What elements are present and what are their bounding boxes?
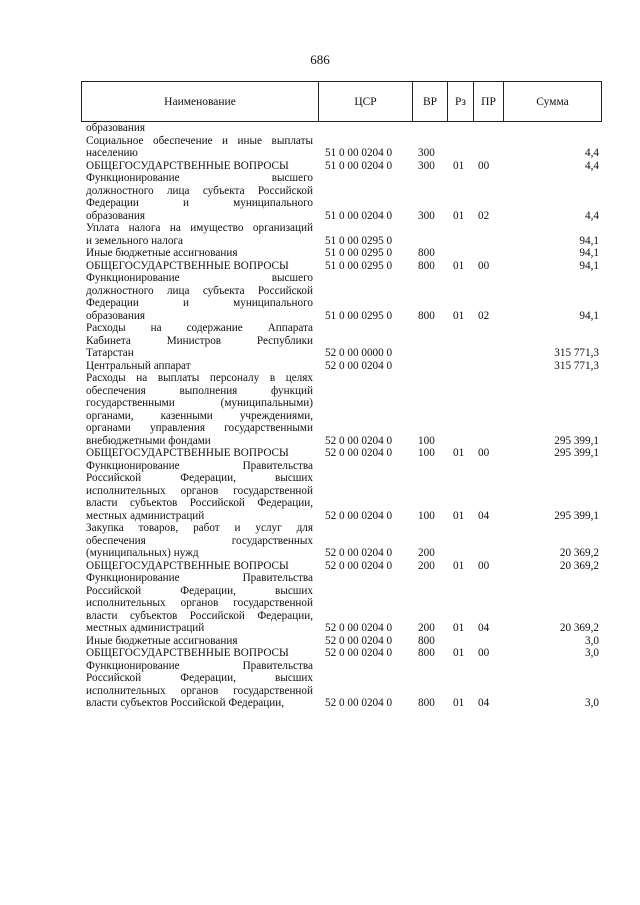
- row-name-line: Функционирование Правительства: [86, 459, 313, 472]
- table-row: [81, 522, 602, 560]
- row-csr: 51 0 00 0204 0: [325, 147, 393, 159]
- row-sum: 295 399,1: [554, 447, 599, 459]
- row-sum: 315 771,3: [554, 359, 599, 372]
- table-row: [81, 322, 602, 360]
- row-name: [81, 660, 318, 710]
- row-sum: 295 399,1: [554, 434, 599, 447]
- row-csr: 52 0 00 0204 0: [325, 509, 393, 522]
- row-csr: 52 0 00 0204 0: [325, 359, 393, 372]
- row-name-line: исполнительных органов государственной: [86, 684, 313, 697]
- row-vr: 300: [418, 147, 435, 159]
- row-name: [81, 160, 318, 173]
- row-name-line: местных администраций: [86, 509, 205, 522]
- row-pr: 00: [478, 559, 490, 572]
- row-name: [81, 122, 318, 135]
- row-name-line: исполнительных органов государственной: [86, 484, 313, 497]
- row-name-line: ОБЩЕГОСУДАРСТВЕННЫЕ ВОПРОСЫ: [86, 647, 289, 659]
- row-vr: 300: [418, 209, 435, 222]
- row-sum: 3,0: [585, 697, 599, 709]
- header-sum: Сумма: [536, 95, 569, 108]
- table-row: [81, 647, 602, 660]
- row-name: [81, 135, 318, 160]
- header-rz: Рз: [448, 82, 474, 121]
- row-name: [81, 322, 318, 360]
- row-name-line: должностного лица субъекта Российской: [86, 284, 313, 297]
- row-rz: 01: [453, 647, 465, 659]
- row-csr: 52 0 00 0204 0: [325, 634, 393, 647]
- row-rz: 01: [453, 447, 465, 459]
- row-name-line: Российской Федерации, высших: [86, 672, 313, 684]
- row-sum: 315 771,3: [554, 347, 599, 359]
- row-sum: 4,4: [585, 209, 599, 222]
- row-name: [81, 522, 318, 560]
- header-vr: ВР: [413, 82, 448, 121]
- row-csr: 51 0 00 0204 0: [325, 209, 393, 222]
- row-sum: 20 369,2: [559, 547, 599, 559]
- row-pr: 02: [478, 309, 490, 322]
- row-csr: 52 0 00 0000 0: [325, 347, 393, 359]
- row-csr: 52 0 00 0204 0: [325, 697, 393, 709]
- table-row: [81, 272, 602, 322]
- row-csr: 51 0 00 0204 0: [325, 159, 393, 172]
- row-name-line: Татарстан: [86, 347, 134, 359]
- table-row: [81, 135, 602, 160]
- row-name-line: населению: [86, 147, 138, 159]
- row-vr: 800: [418, 309, 435, 322]
- table-row: [81, 222, 602, 247]
- row-rz: 01: [453, 309, 465, 322]
- row-name: [81, 572, 318, 635]
- row-name: [81, 447, 318, 460]
- table-body: [81, 122, 602, 710]
- row-name-line: Федерации и муниципального: [86, 197, 313, 209]
- row-name-line: Функционирование высшего: [86, 272, 313, 284]
- row-name-line: и земельного налога: [86, 234, 183, 247]
- table-row: [81, 372, 602, 447]
- row-name-line: государственными (муниципальными): [86, 397, 313, 409]
- row-pr: 02: [478, 209, 490, 222]
- header-name: Наименование: [82, 82, 319, 121]
- row-name-line: ОБЩЕГОСУДАРСТВЕННЫЕ ВОПРОСЫ: [86, 159, 289, 172]
- row-vr: 300: [418, 159, 435, 172]
- row-name-line: Российской Федерации, высших: [86, 584, 313, 597]
- row-csr: 52 0 00 0204 0: [325, 559, 393, 572]
- header-csr: ЦСР: [319, 82, 413, 121]
- row-vr: 100: [418, 434, 435, 447]
- row-sum: 4,4: [585, 147, 599, 159]
- row-vr: 200: [418, 622, 435, 634]
- row-sum: 94,1: [579, 247, 599, 259]
- row-name: [81, 222, 318, 247]
- table-row: [81, 560, 602, 573]
- row-name-line: внебюджетными фондами: [86, 434, 211, 447]
- row-csr: 51 0 00 0295 0: [325, 234, 393, 247]
- row-pr: 00: [478, 159, 490, 172]
- row-name-line: власти субъектов Российской Федерации,: [86, 497, 313, 509]
- row-sum: 3,0: [585, 647, 599, 659]
- row-vr: 100: [418, 447, 435, 459]
- row-sum: 3,0: [585, 634, 599, 647]
- row-vr: 800: [418, 647, 435, 659]
- row-rz: 01: [453, 259, 465, 272]
- row-name-line: должностного лица субъекта Российской: [86, 184, 313, 197]
- row-rz: 01: [453, 509, 465, 522]
- row-vr: 800: [418, 247, 435, 259]
- row-csr: 52 0 00 0204 0: [325, 547, 393, 559]
- row-name-line: образования: [86, 209, 146, 222]
- row-name-line: (муниципальных) нужд: [86, 547, 199, 559]
- row-name-line: обеспечения выполнения функций: [86, 384, 313, 397]
- row-sum: 94,1: [579, 309, 599, 322]
- row-name-line: Функционирование Правительства: [86, 572, 313, 584]
- row-name-line: органами управления государственными: [86, 422, 313, 434]
- row-rz: 01: [453, 622, 465, 634]
- table-row: [81, 360, 602, 373]
- row-name: [81, 647, 318, 660]
- row-name-line: власти субъектов Российской Федерации,: [86, 609, 313, 622]
- row-name-line: ОБЩЕГОСУДАРСТВЕННЫЕ ВОПРОСЫ: [86, 447, 289, 459]
- row-csr: 52 0 00 0204 0: [325, 434, 393, 447]
- row-name-line: Уплата налога на имущество организаций: [86, 222, 313, 234]
- table-row: [81, 247, 602, 260]
- row-csr: 51 0 00 0295 0: [325, 247, 393, 259]
- row-csr: 52 0 00 0204 0: [325, 647, 393, 659]
- row-name-line: Иные бюджетные ассигнования: [86, 634, 238, 647]
- row-name: [81, 272, 318, 322]
- row-rz: 01: [453, 209, 465, 222]
- row-name-line: образования: [86, 122, 146, 134]
- row-pr: 00: [478, 447, 490, 459]
- table-row: [81, 572, 602, 635]
- row-sum: 4,4: [585, 159, 599, 172]
- row-sum: 20 369,2: [559, 559, 599, 572]
- row-name-line: Федерации и муниципального: [86, 297, 313, 309]
- table-header: [81, 81, 602, 122]
- row-name: [81, 172, 318, 222]
- row-vr: 200: [418, 547, 435, 559]
- row-name-line: местных администраций: [86, 622, 205, 634]
- table-row: [81, 635, 602, 648]
- row-vr: 100: [418, 509, 435, 522]
- row-name-line: Функционирование высшего: [86, 172, 313, 184]
- row-rz: 01: [453, 159, 465, 172]
- table-row: [81, 160, 602, 173]
- row-name-line: Кабинета Министров Республики: [86, 334, 313, 347]
- row-name: [81, 360, 318, 373]
- header-pr: ПР: [474, 82, 504, 121]
- row-name-line: Социальное обеспечение и иные выплаты: [86, 134, 313, 147]
- page-number: 686: [310, 52, 330, 67]
- row-csr: 52 0 00 0204 0: [325, 622, 393, 634]
- row-name-line: ОБЩЕГОСУДАРСТВЕННЫЕ ВОПРОСЫ: [86, 259, 289, 272]
- row-csr: 51 0 00 0295 0: [325, 259, 393, 272]
- row-sum: 94,1: [579, 259, 599, 272]
- row-pr: 00: [478, 647, 490, 659]
- row-pr: 04: [478, 697, 490, 709]
- row-name-line: органами, казенными учреждениями,: [86, 409, 313, 422]
- row-rz: 01: [453, 697, 465, 709]
- table-row: [81, 660, 602, 710]
- row-csr: 52 0 00 0204 0: [325, 447, 393, 459]
- row-pr: 04: [478, 622, 490, 634]
- row-csr: 51 0 00 0295 0: [325, 309, 393, 322]
- row-name-line: власти субъектов Российской Федерации,: [86, 697, 285, 709]
- row-name-line: Российской Федерации, высших: [86, 472, 313, 484]
- row-name: [81, 635, 318, 648]
- table-row: [81, 460, 602, 523]
- row-vr: 800: [418, 697, 435, 709]
- row-pr: 04: [478, 509, 490, 522]
- row-name-line: Закупка товаров, работ и услуг для: [86, 522, 313, 534]
- row-name-line: Расходы на содержание Аппарата: [86, 322, 313, 334]
- row-name: [81, 560, 318, 573]
- row-sum: 94,1: [579, 234, 599, 247]
- row-name: [81, 260, 318, 273]
- row-name: [81, 372, 318, 447]
- row-name-line: обеспечения государственных: [86, 534, 313, 547]
- table-row: [81, 260, 602, 273]
- row-name-line: Центральный аппарат: [86, 359, 191, 372]
- row-name-line: Расходы на выплаты персоналу в целях: [86, 372, 313, 384]
- row-vr: 200: [418, 559, 435, 572]
- row-pr: 00: [478, 259, 490, 272]
- row-name-line: исполнительных органов государственной: [86, 597, 313, 609]
- table-row: [81, 122, 602, 135]
- row-name-line: образования: [86, 309, 146, 322]
- row-sum: 20 369,2: [559, 622, 599, 634]
- row-name: [81, 460, 318, 523]
- row-sum: 295 399,1: [554, 509, 599, 522]
- row-vr: 800: [418, 259, 435, 272]
- row-rz: 01: [453, 559, 465, 572]
- row-name: [81, 247, 318, 260]
- row-name-line: Функционирование Правительства: [86, 659, 313, 672]
- table-row: [81, 447, 602, 460]
- row-name-line: ОБЩЕГОСУДАРСТВЕННЫЕ ВОПРОСЫ: [86, 559, 289, 572]
- table-row: [81, 172, 602, 222]
- row-vr: 800: [418, 634, 435, 647]
- row-name-line: Иные бюджетные ассигнования: [86, 247, 238, 259]
